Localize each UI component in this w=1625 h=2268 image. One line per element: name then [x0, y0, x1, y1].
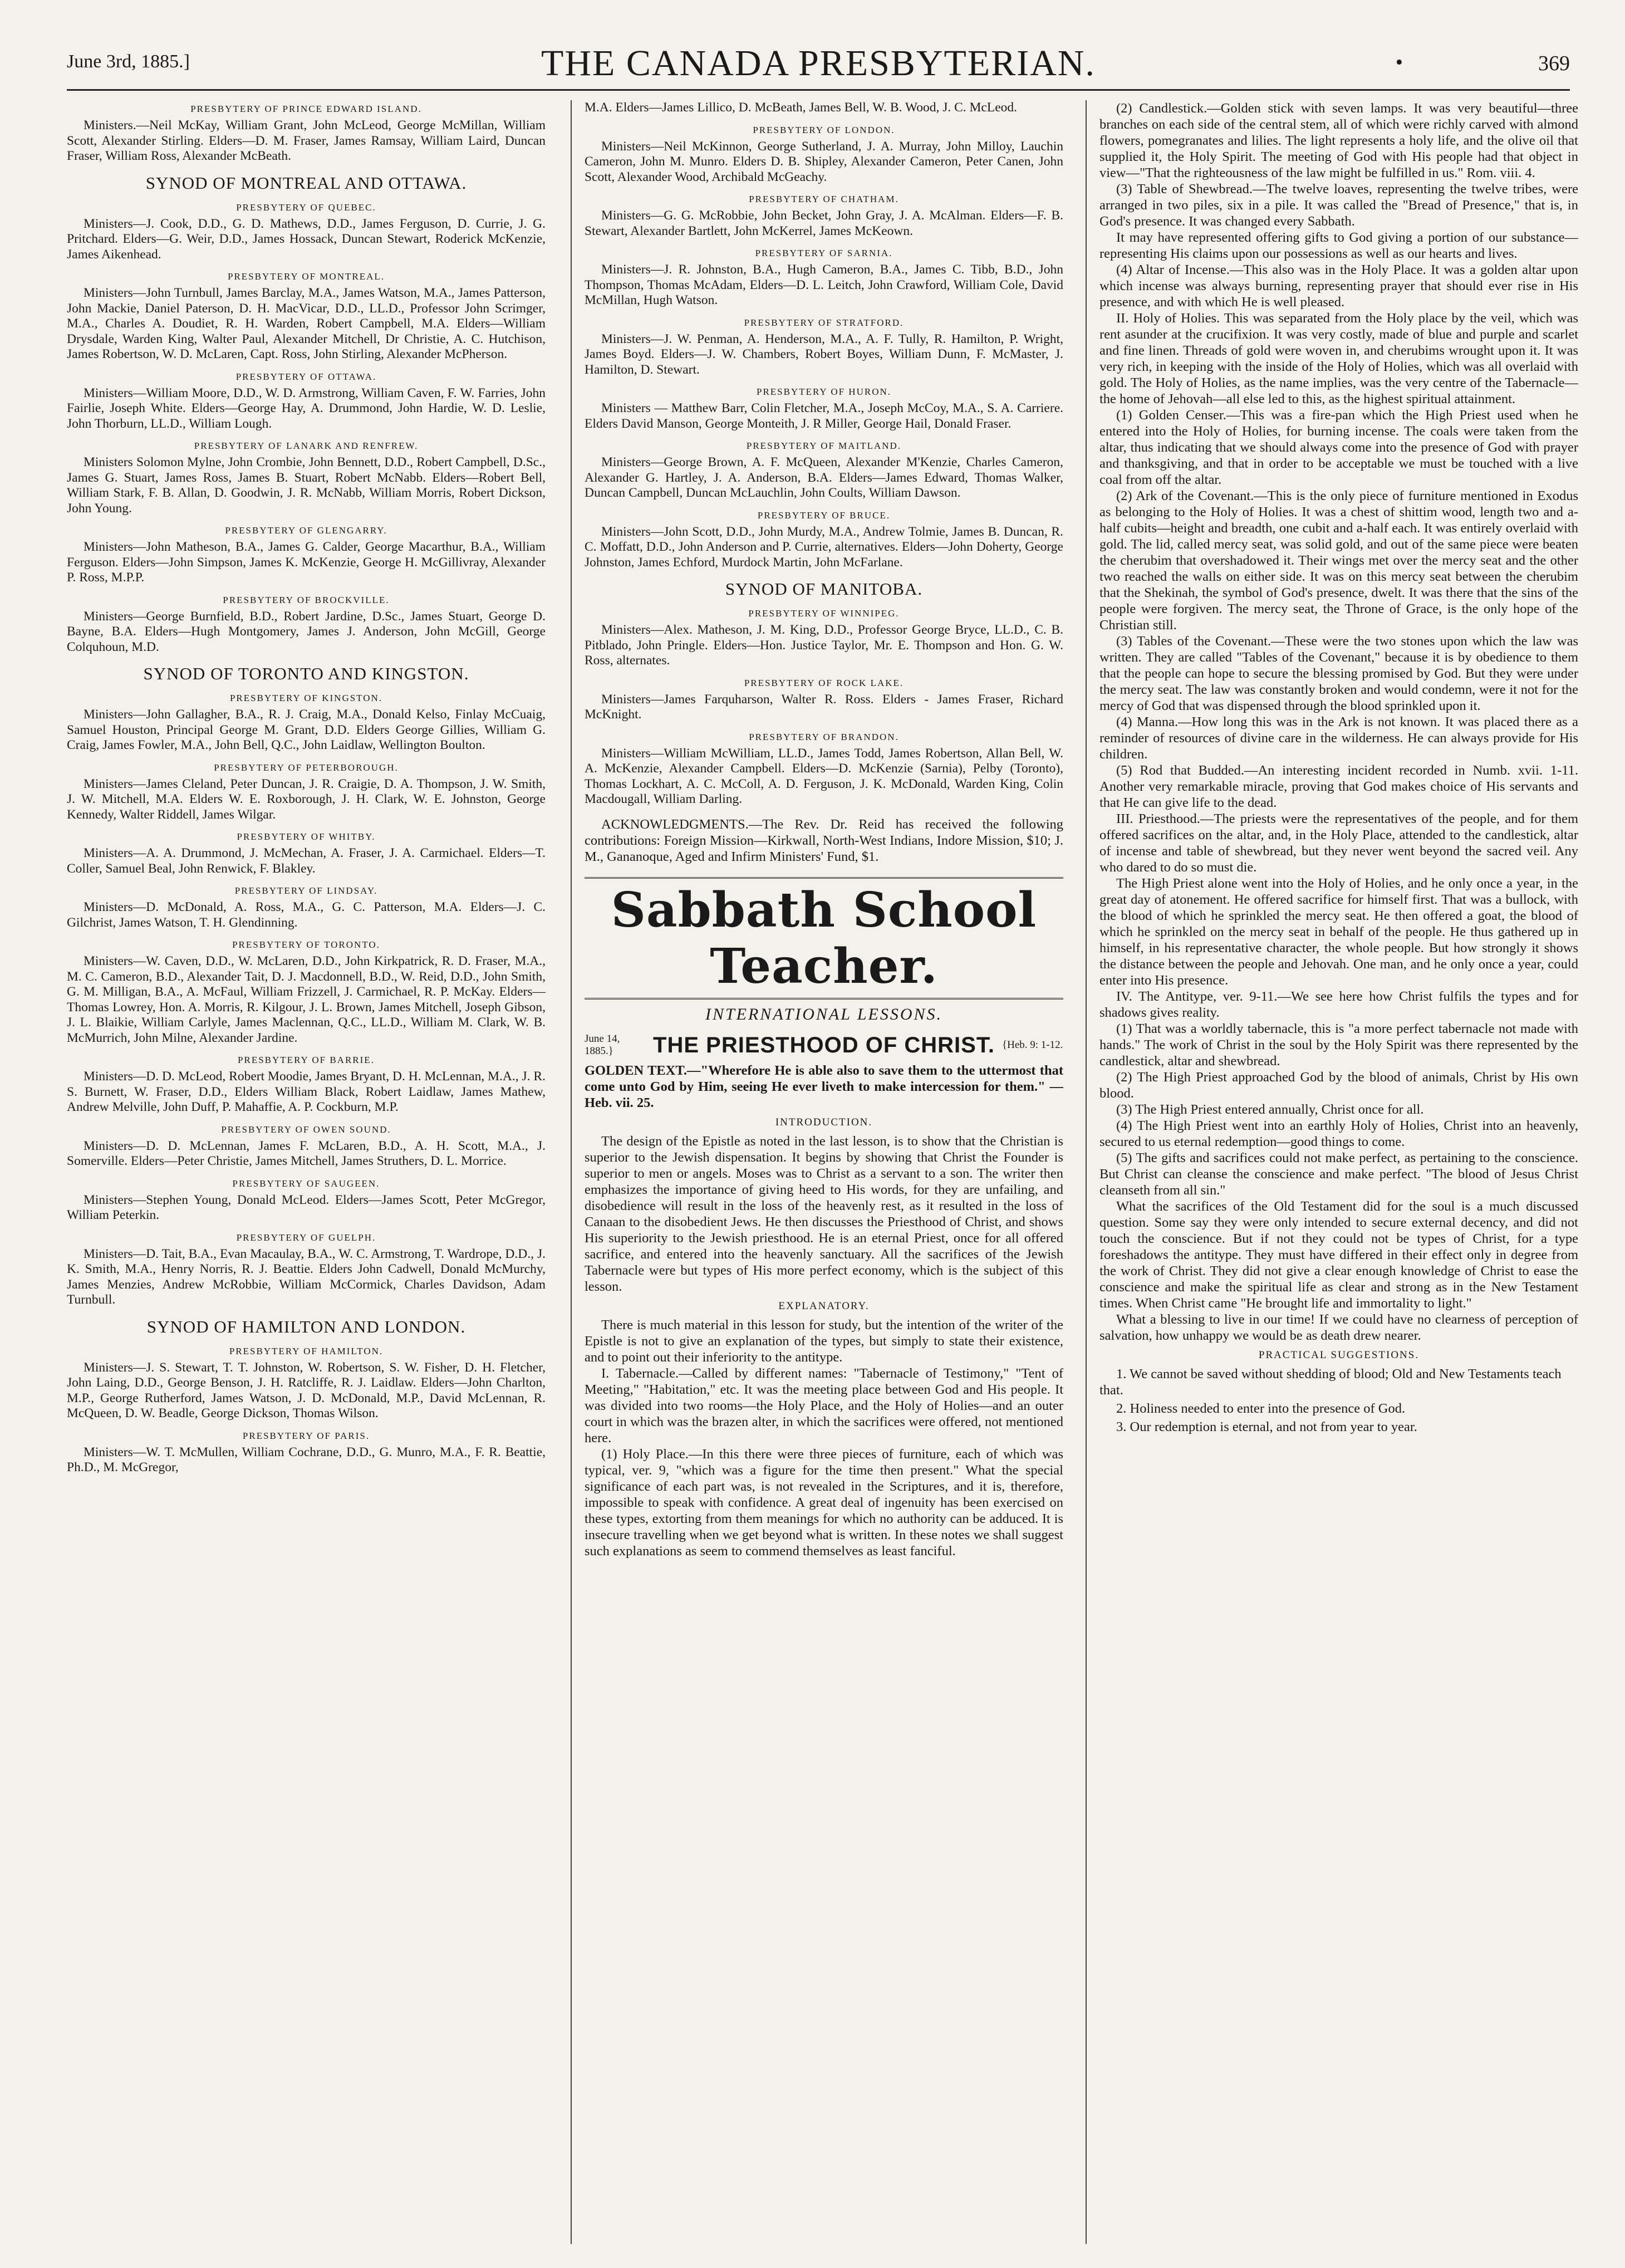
presbytery-heading: PRESBYTERY OF KINGSTON. — [229, 693, 383, 703]
practical-suggestion: 3. Our redemption is eternal, and not from year to year. — [1116, 1419, 1417, 1434]
practical-suggestions-list — [1099, 1366, 1578, 1435]
lesson-paragraph: (4) Manna.—How long this was in the Ark is not known. It was placed there as a reminder of resources of divine care in the wilderness. He can always provide for His children. — [1099, 714, 1578, 762]
right-column — [1099, 100, 1578, 2261]
lesson-paragraph: (1) Golden Censer.—This was a fire-pan which the High Priest used when he entered into the Holy of Holies, for burning incense. The coals were taken from the altar, thus indicating that we should always come into the presence of God with prayer and thanksgiving, and that in order to be acceptable we must be touched with a live coal from off the altar. — [1099, 408, 1578, 487]
presbytery-entry — [67, 693, 546, 753]
presbytery-members: Ministers—J. S. Stewart, T. T. Johnston, W. Robertson, S. W. Fisher, D. H. Fletcher, John Laing, D.D., George Benson, J. H. Ratcliffe, R. J. Laidlaw. Elders—John Charlton, M.P., George Rutherford, James Watson, J. D. McDonald, M.P., David McLennan, R. McQueen, D. W. Beadle, George Dickson, Thomas Wilson. — [67, 1360, 546, 1420]
presbytery-entry — [67, 104, 546, 164]
presbytery-heading: PRESBYTERY OF OTTAWA. — [235, 371, 377, 382]
lesson-paragraph: (3) Table of Shewbread.—The twelve loaves, representing the twelve tribes, were arranged in two piles, six in a pile. It was called the "Bread of Presence," that is, in God's presence. It was changed every Sabbath. — [1099, 182, 1578, 229]
synod-section — [67, 1317, 546, 1337]
presbytery-members: Ministers—G. G. McRobbie, John Becket, John Gray, J. A. McAlman. Elders—F. B. Stewart, Alexander Bartlett, John McKerrel, James McKeown. — [585, 208, 1063, 238]
presbytery-entry — [67, 831, 546, 876]
presbytery-heading: PRESBYTERY OF WINNIPEG. — [748, 608, 900, 619]
presbytery-heading: PRESBYTERY OF TORONTO. — [232, 939, 380, 950]
presbytery-entry — [67, 440, 546, 516]
presbytery-heading: PRESBYTERY OF PETERBOROUGH. — [214, 762, 399, 773]
presbytery-entry — [585, 678, 1063, 723]
lesson-paragraph: II. Holy of Holies. This was separated from the Holy place by the veil, which was rent asunder at the crucifixion. It was very costly, made of blue and purple and scarlet and fine linen. Threads of gold were woven in, and cherubims wrought upon it. It was very rich, in keeping with the inside of the Holy of Holies, which was all overlaid with gold. The Holy of Holies, as the name implies, was the very centre of the Tabernacle—the home of Jehovah—all else led to this, as the highest spiritual attainment. — [1099, 311, 1578, 406]
presbytery-entry — [585, 732, 1063, 807]
lesson-paragraph: III. Priesthood.—The priests were the representatives of the people, and for them offered sacrifices on the altar, and, in the Holy Place, attended to the candlestick, altar of incense and table of shewbread, but they never went beyond the sacred veil. Any who dared to do so must die. — [1099, 811, 1578, 875]
presbytery-heading: PRESBYTERY OF LONDON. — [753, 124, 895, 135]
lesson-paragraph: (5) Rod that Budded.—An interesting incident recorded in Numb. xvii. 1-11. Another very remarkable miracle, proving that God makes choice of His servants and that He can give life to the dead. — [1099, 763, 1578, 810]
presbytery-members: Ministers—John Matheson, B.A., James G. Calder, George Macarthur, B.A., William Ferguson. Elders—John Simpson, James K. McKenzie, George H. McGillivray, Alexander P. Ross, M.P.P. — [67, 540, 546, 585]
presbytery-entry — [585, 440, 1063, 501]
presbytery-members: Ministers—Alex. Matheson, J. M. King, D.D., Professor George Bryce, LL.D., C. B. Pitblado, John Pringle. Elders—Hon. Justice Taylor, Mr. E. Thompson and Hon. G. W. Ross, alternates. — [585, 623, 1063, 668]
presbytery-entry — [67, 1124, 546, 1169]
presbytery-entry — [67, 762, 546, 823]
lesson-title: THE PRIESTHOOD OF CHRIST. — [653, 1032, 995, 1057]
presbytery-entry — [67, 271, 546, 363]
presbytery-members: Ministers—J. R. Johnston, B.A., Hugh Cameron, B.A., James C. Tibb, B.D., John Thompson, Thomas McAdam, Elders—D. L. Leitch, John Crawford, William Cole, David McMillan, Hugh Watson. — [585, 262, 1063, 307]
presbytery-members: Ministers—D. Tait, B.A., Evan Macaulay, B.A., W. C. Armstrong, T. Wardrope, D.D., J. K. Smith, M.A., Henry Norris, R. J. Beattie. Elders John Cadwell, Donald McMurchy, James Menzies, Andrew McRobbie, William McCormick, Charles Davidson, Adam Turnbull. — [67, 1246, 546, 1307]
lesson-paragraph: What a blessing to live in our time! If we could have no clearness of perception of salvation, how unhappy we would be as death drew nearer. — [1099, 1312, 1578, 1343]
presbytery-entry — [67, 885, 546, 930]
lesson-paragraph: What the sacrifices of the Old Testament did for the soul is a much discussed question. Some say they were only intended to secure external decency, and did not touch the conscience. But if not they could not be types of Christ, for a type foreshadows the antitype. They must have differed in their effect only in degree from the work of Christ. They did not give a clear enough knowledge of Christ to ease the conscience and make the spiritual life as clear and strong as in the New Testament times. When Christ came "He brought life and immortality to light." — [1099, 1199, 1578, 1311]
lesson-paragraph: (3) The High Priest entered annually, Christ once for all. — [1116, 1102, 1424, 1117]
presbytery-members: Ministers—D. D. McLeod, Robert Moodie, James Bryant, D. H. McLennan, M.A., J. R. S. Burnett, W. Fraser, D.D., Elders William Black, Robert Laidlaw, James Mathew, Andrew Melville, John Duff, P. Mahaffie, A. P. Cockburn, M.P. — [67, 1069, 546, 1114]
presbytery-heading: PRESBYTERY OF STRATFORD. — [744, 317, 904, 328]
presbytery-entry — [67, 525, 546, 586]
lesson-paragraph: (1) That was a worldly tabernacle, this is "a more perfect tabernacle not made with hands." The work of Christ in the soul by the Holy Spirit was there represented by the candlestick, altar and shewbread. — [1099, 1021, 1578, 1069]
presbytery-heading: PRESBYTERY OF OWEN SOUND. — [221, 1124, 391, 1135]
column-rule-2 — [1086, 100, 1087, 2244]
presbytery-members: Ministers—William Moore, D.D., W. D. Armstrong, William Caven, F. W. Farries, John Fairlie, Joseph White. Elders—George Hay, A. Drummond, John Hardie, W. D. Leslie, John Thorburn, LL.D., William Lough. — [67, 385, 546, 431]
lesson-paragraph: (5) The gifts and sacrifices could not make perfect, as pertaining to the conscience. But Christ can cleanse the conscience and make perfect. "The blood of Jesus Christ cleanseth from all sin." — [1099, 1150, 1578, 1198]
sabbath-school-title: Sabbath School Teacher. — [585, 877, 1063, 1000]
explanatory-paragraph: There is much material in this lesson for study, but the intention of the writer of the Epistle is not to give an explanation of the types, but simply to state their existence, and to point out their inferiority to the antitype. — [585, 1317, 1063, 1365]
presbytery-heading: PRESBYTERY OF BRANDON. — [749, 731, 899, 742]
presbytery-entry — [585, 248, 1063, 308]
international-lessons-heading: INTERNATIONAL LESSONS. — [705, 1005, 943, 1023]
explanatory-section — [585, 1317, 1063, 1559]
newspaper-title: THE CANADA PRESBYTERIAN. — [541, 43, 1096, 84]
presbytery-members: Ministers—J. W. Penman, A. Henderson, M.A., A. F. Tully, R. Hamilton, P. Wright, James Boyd. Elders—J. W. Chambers, Robert Boyes, William Dunn, F. McMaster, J. Hamilton, D. Stewart. — [585, 331, 1063, 377]
presbytery-heading: PRESBYTERY OF SAUGEEN. — [232, 1178, 380, 1189]
presbytery-members: Ministers—Stephen Young, Donald McLeod. Elders—James Scott, Peter McGregor, William Peterkin. — [67, 1192, 546, 1222]
lesson-paragraph: (2) The High Priest approached God by the blood of animals, Christ by His own blood. — [1099, 1070, 1578, 1101]
left-column — [67, 100, 546, 2261]
presbytery-members: Ministers—George Brown, A. F. McQueen, Alexander M'Kenzie, Charles Cameron, Alexander G. Hartley, J. A. Anderson, B.A. Elders—James Edward, Thomas Walker, Duncan Campbell, Duncan McLauchlin, John Coults, William Dawson. — [585, 455, 1063, 500]
introduction-heading: INTRODUCTION. — [775, 1116, 873, 1128]
presbytery-entry — [67, 1232, 546, 1308]
lesson-reference: {Heb. 9: 1-12. — [1002, 1039, 1063, 1051]
presbytery-members: Ministers—James Cleland, Peter Duncan, J. R. Craigie, D. A. Thompson, J. W. Smith, J. W. Mitchell, M.A. Elders W. E. Roxborough, J. H. Clark, W. E. Johnston, George Kennedy, Walter Riddell, James Wilgar. — [67, 776, 546, 822]
presbytery-heading: PRESBYTERY OF MAITLAND. — [746, 440, 902, 451]
introduction-text: The design of the Epistle as noted in the last lesson, is to show that the Christian is superior to the Jewish dispensation. It begins by showing that Christ the Founder is superior to men or angels. Moses was to Christ as a servant to a son. The writer then emphasizes the importance of giving heed to His words, for they are unfailing, and disobedience will result in the loss of the heavenly rest, as it resulted in the loss of Canaan to the disobedient Jews. He then discusses the Priesthood of Christ, and shows His superiority to the Jewish priesthood. He is an eternal Priest, once for all offered sacrifice, and entered into the heavenly sanctuary. All the sacrifices of the Jewish Tabernacle were but types of His more perfect economy, which is the subject of this lesson. — [585, 1133, 1063, 1294]
presbytery-heading: PRESBYTERY OF CHATHAM. — [749, 194, 899, 204]
presbytery-heading: PRESBYTERY OF GLENGARRY. — [225, 525, 387, 536]
presbytery-entry — [67, 202, 546, 263]
presbytery-members: Ministers—John Turnbull, James Barclay, M.A., James Watson, M.A., James Patterson, John Mackie, Daniel Paterson, D. H. MacVicar, D.D., LL.D., Professor John Scrimger, M.A., Charles A. Doudiet, R. H. Warden, Robert Campbell, M.A. Elders—William Drysdale, Warden King, Walter Paul, Alexander Mitchell, Dr Christie, A. C. Hutchison, James Robertson, W. D. McLaren, Capt. Ross, John Stirling, Alexander McPherson. — [67, 286, 546, 361]
presbytery-heading: PRESBYTERY OF ROCK LAKE. — [744, 677, 904, 688]
presbytery-members: Ministers—Neil McKinnon, George Sutherland, J. A. Murray, John Milloy, Lauchin Cameron, John M. Munro. Elders D. B. Shipley, Alexander Cameron, Peter Canen, John Scott, Alexander Wood, Archibald McGeachy. — [585, 139, 1063, 184]
presbytery-entry — [585, 317, 1063, 378]
presbytery-entry — [585, 608, 1063, 669]
synod-heading: SYNOD OF HAMILTON AND LONDON. — [146, 1316, 466, 1336]
presbytery-entry — [585, 386, 1063, 432]
lesson-paragraph: (4) Altar of Incense.—This also was in the Holy Place. It was a golden altar upon which incense was always burning, representing prayer that should ever rise in His presence, and with which He is well pleased. — [1099, 262, 1578, 310]
presbytery-heading: PRESBYTERY OF HURON. — [757, 386, 891, 397]
presbytery-heading: PRESBYTERY OF BRUCE. — [757, 510, 891, 521]
lesson-date: June 14, 1885.} — [585, 1033, 620, 1057]
lesson-paragraph: It may have represented offering gifts to God giving a portion of our substance—representing His claims upon our possessions as well as our hearts and lives. — [1099, 230, 1578, 261]
presbytery-members: Ministers—William McWilliam, LL.D., James Todd, James Robertson, Allan Bell, W. A. McKenzie, Alexander Campbell. Elders—D. McKenzie (Sarnia), Pelby (Toronto), Thomas Lockhart, A. C. McColl, A. D. Ferguson, J. K. McDonald, Warden King, Colin Macdougall, William Darling. — [585, 746, 1063, 806]
presbytery-members: Ministers—John Scott, D.D., John Murdy, M.A., Andrew Tolmie, James B. Duncan, R. C. Moffatt, D.D., John Anderson and P. Currie, alternatives. Elders—John Doherty, George Johnston, James Echford, Murdock Martin, John McFarlane. — [585, 524, 1063, 570]
explanatory-paragraph: (1) Holy Place.—In this there were three pieces of furniture, each of which was typical, ver. 9, "which was a figure for the time then present." What the special significance of each part was, is not revealed in the Scriptures, and it is, therefore, impossible to speak with confidence. A great deal of ingenuity has been exercised on these types, extorting from them meanings for which no authority can be adduced. It is insecure travelling when we get beyond what is written. In these notes we shall suggest such explanations as seem to commend themselves as least fanciful. — [585, 1446, 1063, 1559]
synod-section — [67, 173, 546, 193]
synod-heading: SYNOD OF MANITOBA. — [725, 579, 923, 599]
right-column-paragraphs — [1099, 100, 1578, 1344]
presbytery-members: Ministers.—Neil McKay, William Grant, John McLeod, George McMillan, William Scott, Alexander Stirling. Elders—D. M. Fraser, James Ramsay, William Laird, Duncan Fraser, William Ross, Alexander McBeath. — [67, 118, 546, 163]
practical-suggestions-heading: PRACTICAL SUGGESTIONS. — [1258, 1349, 1420, 1361]
presbytery-members: Ministers—D. D. McLennan, James F. McLaren, B.D., A. H. Scott, M.A., J. Somerville. Elders—Peter Christie, James Mitchell, James Struthers, D. L. Morrice. — [67, 1138, 546, 1168]
lesson-paragraph: The High Priest alone went into the Holy of Holies, and he only once a year, in the great day of atonement. He offered sacrifice for himself first. That was a bullock, with the blood of which he sprinkled the mercy seat. He then offered a goat, the blood of which he sprinkled on the mercy seat in behalf of the people. He thus gathered up in himself, in his representative character, the whole people. But how strongly it shows the distance between the people and Jehovah. One man, and he only once a year, could enter into His presence. — [1099, 876, 1578, 988]
presbytery-entry — [67, 1178, 546, 1223]
practical-suggestion: 1. We cannot be saved without shedding of blood; Old and New Testaments teach that. — [1099, 1366, 1562, 1398]
middle-column-blocks — [585, 100, 1063, 807]
column-rule-1 — [571, 100, 572, 2244]
presbytery-heading: PRESBYTERY OF BARRIE. — [238, 1055, 375, 1065]
lesson-paragraph: IV. The Antitype, ver. 9-11.—We see here how Christ fulfils the types and for shadows gives reality. — [1099, 989, 1578, 1020]
lesson-paragraph: (2) Ark of the Covenant.—This is the only piece of furniture mentioned in Exodus as belonging to the Holy of Holies. It was a chest of shittim wood, length two and a-half cubits—height and breadth, one cubit and a-half each. It was entirely overlaid with gold. The lid, called mercy seat, was solid gold, and out of the same piece were beaten the cherubim that overshadowed it. Their wings met over the mercy seat and the other two reached the walls on either side. It was on this mercy seat between the cherubim that the Shekinah, the symbol of God's presence, dwelt. It was there that the sins of the people were forgiven. The mercy seat, the Throne of Grace, is the only hope of the Christian still. — [1099, 488, 1578, 633]
explanatory-paragraph: I. Tabernacle.—Called by different names: "Tabernacle of Testimony," "Tent of Meeting," "Habitation," etc. It was the meeting place between God and His people. It was divided into two rooms—the Holy Place, and the Holy of Holies—and an outer court in which was the brazen alter, in which the sacrifices were offered, not mentioned here. — [585, 1365, 1063, 1446]
presbytery-heading: PRESBYTERY OF SARNIA. — [755, 248, 893, 258]
masthead-dot: • — [1395, 51, 1403, 74]
presbytery-heading: PRESBYTERY OF BROCKVILLE. — [223, 594, 390, 605]
presbytery-members: Ministers—A. A. Drummond, J. McMechan, A. Fraser, J. A. Carmichael. Elders—T. Coller, Samuel Beal, John Renwick, F. Blakley. — [67, 846, 546, 876]
presbytery-members: Ministers—James Farquharson, Walter R. Ross. Elders - James Fraser, Richard McKnight. — [585, 692, 1063, 722]
presbytery-entry — [67, 939, 546, 1046]
presbytery-entry — [67, 595, 546, 655]
presbytery-members: Ministers—John Gallagher, B.A., R. J. Craig, M.A., Donald Kelso, Finlay McCuaig, Samuel Houston, Principal George M. Grant, D.D. Elders George Gillies, William G. Craig, James Fowler, M.A., John Bell, Q.C., John Laidlaw, Wellington Boulton. — [67, 707, 546, 752]
issue-date: June 3rd, 1885.] — [67, 51, 190, 72]
presbytery-entry — [585, 125, 1063, 185]
presbytery-members: Ministers—W. Caven, D.D., W. McLaren, D.D., John Kirkpatrick, R. D. Fraser, M.A., M. C. Cameron, B.D., Alexander Tait, D. J. Macdonnell, B.D., W. Reid, D.D., John Smith, G. M. Milligan, B.A., A. McFaul, William Frizzell, J. Carmichael, R. P. McKay. Elders—Thomas Lowrey, Hon. A. Morris, R. Kilgour, J. L. Brown, James Mitchell, Joseph Gibson, J. L. Blaikie, William Carlyle, James Maclennan, Q.C., LL.D., William M. Clark, W. B. McMurrich, John Milne, Alexander Jardine. — [67, 954, 546, 1045]
presbytery-entry — [67, 1346, 546, 1422]
lesson-paragraph: (4) The High Priest went into an earthly Holy of Holies, Christ into an heavenly, secured to us eternal redemption—good things to come. — [1099, 1118, 1578, 1149]
synod-section — [585, 579, 1063, 599]
presbytery-members: Ministers—W. T. McMullen, William Cochrane, D.D., G. Munro, M.A., F. R. Beattie, Ph.D., M. McGregor, — [67, 1444, 546, 1475]
presbytery-entry — [67, 1055, 546, 1115]
presbytery-members: Ministers Solomon Mylne, John Crombie, John Bennett, D.D., Robert Campbell, D.Sc., James G. Stuart, James Ross, James B. Stuart, Robert McNabb. Elders—Robert Bell, William Stark, F. B. Allan, D. Goodwin, J. R. McNabb, William Morris, Robert Dickson, John Young. — [67, 455, 546, 516]
presbytery-entry — [585, 100, 1063, 116]
lesson-header — [585, 1033, 1063, 1058]
middle-column — [585, 100, 1063, 2261]
presbytery-heading: PRESBYTERY OF PARIS. — [242, 1430, 370, 1441]
lesson-paragraph: (3) Tables of the Covenant.—These were the two stones upon which the law was written. They are called "Tables of the Covenant," because it is by obedience to them that the people can hope to secure the blessing promised by God. But they were under the mercy seat. The law was constantly broken and would condemn, were it not for the mercy of God that was dispensed through the blood sprinkled upon it. — [1099, 634, 1578, 713]
presbytery-members: Ministers—D. McDonald, A. Ross, M.A., G. C. Patterson, M.A. Elders—J. C. Gilchrist, James Watson, T. H. Glendinning. — [67, 900, 546, 930]
presbytery-heading: PRESBYTERY OF HAMILTON. — [229, 1345, 384, 1356]
presbytery-heading: PRESBYTERY OF MONTREAL. — [228, 271, 385, 282]
presbytery-entry — [67, 1431, 546, 1476]
golden-text: GOLDEN TEXT.—"Wherefore He is able also to save them to the uttermost that come unto God by Him, seeing He ever liveth to make intercession for them." —Heb. vii. 25. — [585, 1062, 1063, 1110]
continued-text: M.A. Elders—James Lillico, D. McBeath, James Bell, W. B. Wood, J. C. McLeod. — [585, 100, 1018, 115]
practical-suggestion: 2. Holiness needed to enter into the presence of God. — [1116, 1401, 1406, 1416]
presbytery-entry — [585, 510, 1063, 571]
masthead — [67, 39, 1570, 91]
synod-heading: SYNOD OF MONTREAL AND OTTAWA. — [145, 173, 467, 193]
synod-section — [67, 664, 546, 684]
presbytery-entry — [585, 194, 1063, 239]
presbytery-entry — [67, 371, 546, 432]
presbytery-heading: PRESBYTERY OF LINDSAY. — [234, 885, 378, 896]
presbytery-heading: PRESBYTERY OF WHITBY. — [237, 831, 376, 842]
presbytery-heading: PRESBYTERY OF LANARK AND RENFREW. — [194, 440, 419, 451]
synod-heading: SYNOD OF TORONTO AND KINGSTON. — [143, 664, 469, 683]
presbytery-heading: PRESBYTERY OF GUELPH. — [236, 1232, 376, 1243]
presbytery-members: Ministers — Matthew Barr, Colin Fletcher, M.A., Joseph McCoy, M.A., S. A. Carriere. Elders David Manson, George Monteith, J. R Miller, George Hail, Donald Fraser. — [585, 401, 1063, 431]
presbytery-members: Ministers—George Burnfield, B.D., Robert Jardine, D.Sc., James Stuart, George D. Bayne, B.A. Elders—Hugh Montgomery, James J. Anderson, John McGill, George Colquhoun, M.D. — [67, 609, 546, 654]
acknowledgments: ACKNOWLEDGMENTS.—The Rev. Dr. Reid has received the following contributions: Foreign Mission—Kirkwall, North-West Indians, Indore Mission, $10; J. M., Gananoque, Aged and Infirm Ministers' Fund, $1. — [585, 816, 1063, 864]
presbytery-members: Ministers—J. Cook, D.D., G. D. Mathews, D.D., James Ferguson, D. Currie, J. G. Pritchard. Elders—G. Weir, D.D., James Hossack, Duncan Stewart, Roderick McKenzie, James Aikenhead. — [67, 216, 546, 262]
presbytery-heading: PRESBYTERY OF PRINCE EDWARD ISLAND. — [190, 104, 422, 114]
explanatory-heading: EXPLANATORY. — [778, 1300, 870, 1312]
lesson-paragraph: (2) Candlestick.—Golden stick with seven lamps. It was very beautiful—three branches on each side of the central stem, all of which were richly carved with almond flowers, pomegranates and lilies. The light represents a holy life, and the olive oil that supplied it, the Holy Spirit. The meeting of God with His people had that object in view—"That the righteousness of the law might be fulfilled in us." Rom. viii. 4. — [1099, 101, 1578, 180]
presbytery-heading: PRESBYTERY OF QUEBEC. — [236, 202, 376, 213]
page-number: 369 — [1538, 52, 1570, 75]
